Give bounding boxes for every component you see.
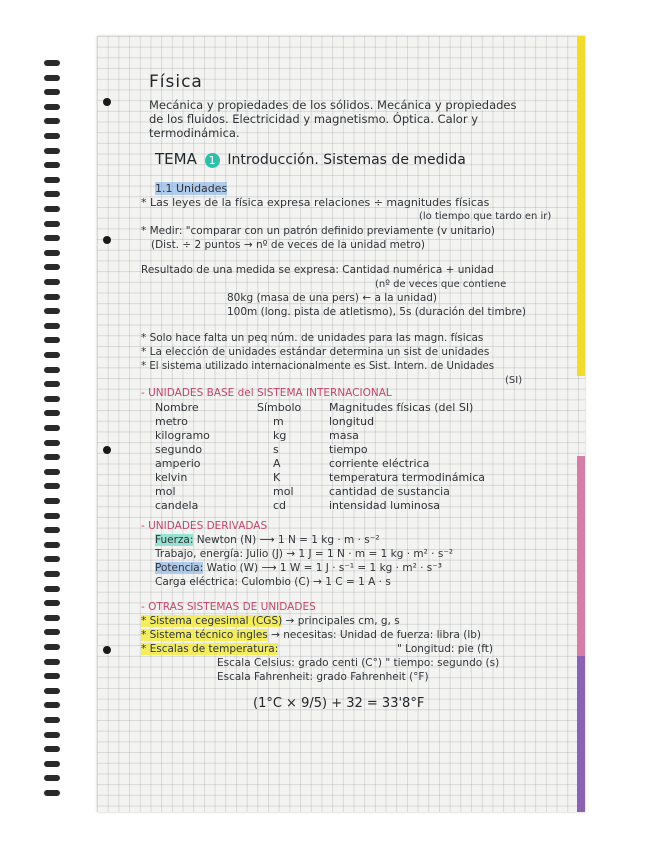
spiral-ring [44, 148, 60, 154]
spiral-ring [44, 454, 60, 460]
table-cell: corriente eléctrica [329, 457, 430, 470]
s11-line-11: * El sistema utilizado internacionalmente es Sist. Intern. de Unidades [141, 361, 495, 372]
intro-line-2: de los fluidos. Electricidad y magnetismo. Óptica. Calor y [149, 112, 479, 126]
spiral-ring [44, 221, 60, 227]
si-col-magnitudes [329, 401, 485, 513]
table-cell: mol [155, 485, 176, 498]
derived-row-potencia: Potencia: Watio (W) ⟶ 1 W = 1 J · s⁻¹ = 1 kg · m² · s⁻³ [155, 562, 443, 574]
s11-line-7: 80kg (masa de una pers) ← a la unidad) [227, 292, 438, 304]
spiral-ring [44, 732, 60, 738]
table-cell: tiempo [329, 443, 368, 456]
s11-line-12: (SI) [505, 375, 523, 386]
spiral-ring [44, 250, 60, 256]
spiral-ring [44, 235, 60, 241]
table-cell: m [273, 415, 284, 428]
spiral-ring [44, 89, 60, 95]
spiral-ring [44, 556, 60, 562]
tema-heading [155, 149, 466, 170]
other-line-fahrenheit: Escala Fahrenheit: grado Fahrenheit (°F) [217, 671, 429, 683]
spiral-ring [44, 586, 60, 592]
table-cell: A [273, 457, 281, 470]
other-line-cgs: * Sistema cegesimal (CGS) → principales cm, g, s [141, 615, 400, 627]
s11-line-9: * Solo hace falta un peq núm. de unidades para las magn. físicas [141, 332, 484, 344]
spiral-ring [44, 440, 60, 446]
spiral-ring [44, 790, 60, 796]
s11-line-4: (Dist. ÷ 2 puntos → nº de veces de la unidad metro) [151, 239, 425, 251]
punch-hole [103, 236, 111, 244]
spiral-ring [44, 60, 60, 66]
section-heading-unidades: 1.1 Unidades [155, 182, 228, 195]
spiral-ring [44, 717, 60, 723]
table-cell: K [273, 471, 281, 484]
derived-row-carga: Carga eléctrica: Culombio (C) → 1 C = 1 A · s [155, 576, 391, 588]
table-cell: longitud [329, 415, 375, 428]
table-cell: mol [273, 485, 294, 498]
page-title: Física [149, 72, 203, 92]
spiral-ring [44, 75, 60, 81]
table-cell: kg [273, 429, 287, 442]
spiral-ring [44, 367, 60, 373]
spiral-ring [44, 352, 60, 358]
punch-hole [103, 446, 111, 454]
punch-hole [103, 98, 111, 106]
divider-tab-yellow [577, 36, 585, 376]
spiral-ring [44, 133, 60, 139]
other-line-celsius: Escala Celsius: grado centi (C°) " tiempo: segundo (s) [217, 657, 500, 669]
spiral-ring [44, 644, 60, 650]
si-col-nombre [155, 401, 210, 513]
other-systems-heading: - OTRAS SISTEMAS DE UNIDADES [141, 601, 316, 613]
spiral-ring [44, 746, 60, 752]
spiral-ring [44, 702, 60, 708]
table-cell: amperio [155, 457, 201, 470]
s11-line-8: 100m (long. pista de atletismo), 5s (duración del timbre) [227, 306, 527, 318]
other-line-longitud: " Longitud: pie (ft) [397, 643, 494, 655]
table-cell: segundo [155, 443, 203, 456]
table-cell: metro [155, 415, 188, 428]
s11-line-3: * Medir: "comparar con un patrón definido previamente (v unitario) [141, 225, 495, 237]
table-cell: candela [155, 499, 199, 512]
spiral-ring [44, 191, 60, 197]
spiral-ring [44, 396, 60, 402]
spiral-ring [44, 469, 60, 475]
spiral-ring [44, 294, 60, 300]
table-header: Nombre [155, 401, 199, 414]
notebook-page [97, 36, 585, 812]
intro-line-3: termodinámica. [149, 126, 240, 140]
spiral-ring [44, 673, 60, 679]
spiral-ring [44, 425, 60, 431]
spiral-ring [44, 118, 60, 124]
spiral-ring [44, 206, 60, 212]
derived-row-trabajo: Trabajo, energía: Julio (J) → 1 J = 1 N · m = 1 kg · m² · s⁻² [155, 548, 454, 560]
derived-row-fuerza: Fuerza: Newton (N) ⟶ 1 N = 1 kg · m · s⁻² [155, 534, 380, 546]
spiral-ring [44, 104, 60, 110]
temperature-formula: (1°C × 9/5) + 32 = 33'8°F [253, 696, 425, 711]
spiral-ring [44, 513, 60, 519]
spiral-ring [44, 381, 60, 387]
other-line-tecnico: * Sistema técnico ingles → necesitas: Unidad de fuerza: libra (lb) [141, 629, 482, 641]
table-cell: masa [329, 429, 359, 442]
divider-tab-pink [577, 456, 585, 656]
spiral-ring [44, 615, 60, 621]
si-units-heading: - UNIDADES BASE del SISTEMA INTERNACIONAL [141, 387, 392, 399]
spiral-ring [44, 410, 60, 416]
table-header: Magnitudes físicas (del SI) [329, 401, 474, 414]
table-cell: temperatura termodinámica [329, 471, 486, 484]
other-line-escalas: * Escalas de temperatura: [141, 643, 279, 655]
spiral-ring [44, 688, 60, 694]
divider-tab-purple [577, 656, 585, 812]
s11-line-1: * Las leyes de la física expresa relaciones ÷ magnitudes físicas [141, 196, 490, 209]
table-cell: s [273, 443, 279, 456]
table-cell: kelvin [155, 471, 188, 484]
table-cell: kilogramo [155, 429, 210, 442]
spiral-ring [44, 600, 60, 606]
s11-line-10: * La elección de unidades estándar determina un sist de unidades [141, 346, 490, 358]
spiral-ring [44, 498, 60, 504]
spiral-ring [44, 483, 60, 489]
s11-line-6: (nº de veces que contiene [375, 279, 507, 290]
tema-title: Introducción. Sistemas de medida [227, 152, 466, 168]
tema-number: 1 [205, 153, 220, 168]
spiral-ring [44, 761, 60, 767]
table-cell: intensidad luminosa [329, 499, 441, 512]
spiral-ring [44, 571, 60, 577]
spiral-ring [44, 337, 60, 343]
si-col-simbolo [257, 401, 301, 513]
spiral-ring [44, 162, 60, 168]
spiral-ring [44, 629, 60, 635]
table-cell: cd [273, 499, 287, 512]
s11-line-5: Resultado de una medida se expresa: Cantidad numérica + unidad [141, 264, 494, 276]
punch-hole [103, 646, 111, 654]
spiral-ring [44, 177, 60, 183]
spiral-ring [44, 542, 60, 548]
spiral-ring [44, 659, 60, 665]
spiral-ring [44, 308, 60, 314]
s11-line-2: (lo tiempo que tardo en ir) [419, 211, 552, 222]
spiral-ring [44, 527, 60, 533]
spiral-ring [44, 264, 60, 270]
tema-label: TEMA [155, 150, 197, 168]
spiral-ring [44, 279, 60, 285]
spiral-ring [44, 323, 60, 329]
spiral-ring [44, 775, 60, 781]
table-cell: cantidad de sustancia [329, 485, 450, 498]
intro-line-1: Mecánica y propiedades de los sólidos. Mecánica y propiedades [149, 98, 517, 112]
table-header: Símbolo [257, 401, 302, 414]
derived-units-heading: - UNIDADES DERIVADAS [141, 520, 268, 532]
